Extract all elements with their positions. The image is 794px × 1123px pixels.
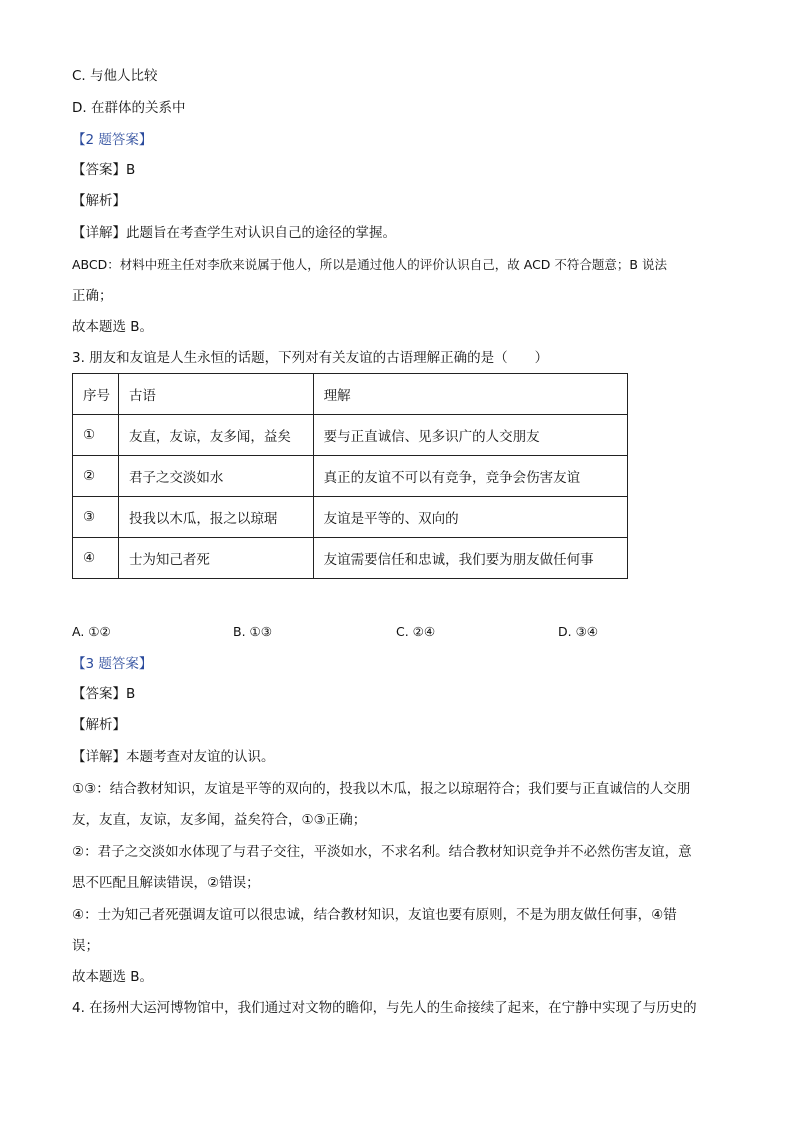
q3-explanation-2a: ②：君子之交淡如水体现了与君子交往，平淡如水，不求名利。结合教材知识竞争并不必然伤害友谊，意 bbox=[72, 844, 692, 860]
q2-explanation-line1: ABCD：材料中班主任对李欣来说属于他人，所以是通过他人的评价认识自己，故 ACD 不符合题意；B 说法 bbox=[72, 257, 667, 272]
table-cell: 友谊需要信任和忠诚，我们要为朋友做任何事 bbox=[313, 538, 627, 579]
table-row bbox=[73, 415, 628, 456]
q3-stem: 3. 朋友和友谊是人生永恒的话题，下列对有关友谊的古语理解正确的是（ ） bbox=[72, 350, 549, 366]
q2-answer: 【答案】B bbox=[72, 162, 136, 178]
table-cell: 投我以木瓜，报之以琼琚 bbox=[118, 497, 313, 538]
q3-conclusion: 故本题选 B。 bbox=[72, 969, 154, 985]
table-cell: ③ bbox=[73, 497, 119, 538]
q2-analysis-tag: 【解析】 bbox=[72, 193, 126, 209]
answer-option-a: A. ①② bbox=[72, 624, 111, 639]
table-cell: ① bbox=[73, 415, 119, 456]
q3-explanation-2b: 思不匹配且解读错误，②错误； bbox=[72, 875, 260, 891]
table-cell: 要与正直诚信、见多识广的人交朋友 bbox=[313, 415, 627, 456]
table-cell: ④ bbox=[73, 538, 119, 579]
quote-table bbox=[72, 373, 628, 579]
q3-explanation-3b: 误； bbox=[72, 938, 99, 954]
table-cell: 真正的友谊不可以有竞争，竞争会伤害友谊 bbox=[313, 456, 627, 497]
q2-conclusion: 故本题选 B。 bbox=[72, 319, 154, 335]
table-header-cell: 古语 bbox=[118, 374, 313, 415]
table-cell: ② bbox=[73, 456, 119, 497]
q3-explanation-1b: 友，友直，友谅，友多闻，益矣符合，①③正确； bbox=[72, 812, 367, 828]
q3-answer: 【答案】B bbox=[72, 686, 136, 702]
option-d-line: D. 在群体的关系中 bbox=[72, 100, 186, 116]
table-row bbox=[73, 538, 628, 579]
table-row bbox=[73, 497, 628, 538]
q4-stem: 4. 在扬州大运河博物馆中，我们通过对文物的瞻仰，与先人的生命接续了起来，在宁静中实现了与历史的 bbox=[72, 1000, 697, 1016]
table-row bbox=[73, 456, 628, 497]
answer-option-b: B. ①③ bbox=[233, 624, 272, 639]
q3-analysis-tag: 【解析】 bbox=[72, 717, 126, 733]
q3-answer-tag: 【3 题答案】 bbox=[72, 656, 153, 672]
q2-explanation-line2: 正确； bbox=[72, 288, 113, 304]
table-cell: 君子之交淡如水 bbox=[118, 456, 313, 497]
q2-detail: 【详解】此题旨在考查学生对认识自己的途径的掌握。 bbox=[72, 225, 396, 241]
table-cell: 友谊是平等的、双向的 bbox=[313, 497, 627, 538]
option-c-line: C. 与他人比较 bbox=[72, 68, 158, 84]
q3-explanation-1a: ①③：结合教材知识，友谊是平等的双向的，投我以木瓜，报之以琼琚符合；我们要与正直诚信的人交朋 bbox=[72, 781, 691, 797]
answer-option-d: D. ③④ bbox=[558, 624, 598, 639]
table-header-cell: 序号 bbox=[73, 374, 119, 415]
answer-option-c: C. ②④ bbox=[396, 624, 436, 639]
table-header-cell: 理解 bbox=[313, 374, 627, 415]
q2-answer-tag: 【2 题答案】 bbox=[72, 132, 153, 148]
q3-detail: 【详解】本题考查对友谊的认识。 bbox=[72, 749, 275, 765]
table-cell: 友直，友谅，友多闻，益矣 bbox=[118, 415, 313, 456]
table-cell: 士为知己者死 bbox=[118, 538, 313, 579]
table-header-row bbox=[73, 374, 628, 415]
q3-explanation-3a: ④：士为知己者死强调友谊可以很忠诚，结合教材知识，友谊也要有原则，不是为朋友做任何事，④错 bbox=[72, 907, 677, 923]
